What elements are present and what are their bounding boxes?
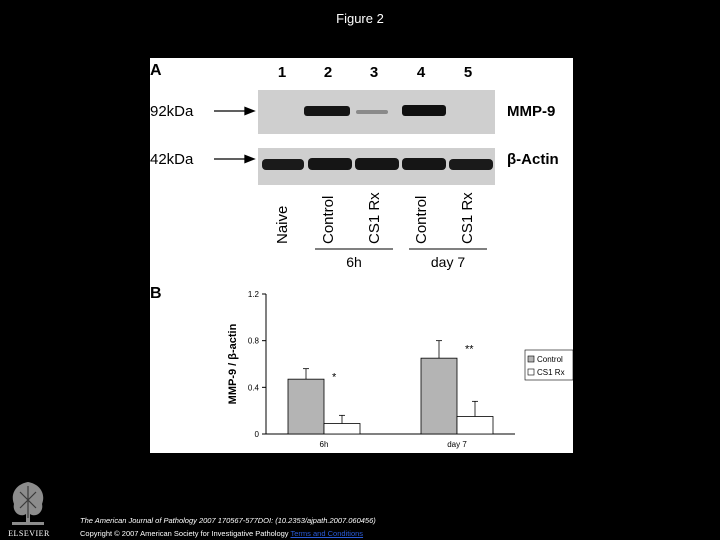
significance-marker: **	[465, 343, 474, 356]
y-tick-label: 0	[254, 430, 259, 439]
arrow-head-icon	[245, 108, 254, 115]
terms-link[interactable]: Terms and Conditions	[290, 529, 364, 538]
group-label: day 7	[430, 254, 466, 270]
elsevier-wordmark: ELSEVIER	[8, 529, 50, 538]
blot-band	[262, 159, 304, 170]
panel-b-label: B	[150, 285, 162, 302]
protein-label: MMP-9	[507, 103, 556, 120]
lane-number: 4	[416, 64, 426, 81]
bar-chart	[227, 290, 573, 449]
lane-label: Control	[413, 195, 430, 244]
legend-label: CS1 Rx	[537, 368, 565, 377]
figure-panel	[150, 58, 573, 453]
copyright-line	[80, 529, 363, 538]
marker-label: 92kDa	[150, 103, 194, 120]
marker-label: 42kDa	[150, 151, 194, 168]
panel-a-label: A	[150, 62, 162, 79]
figure-title: Figure 2	[336, 11, 384, 26]
blot-band	[356, 110, 388, 114]
y-tick-label: 0.4	[247, 383, 259, 393]
lane-label: CS1 Rx	[366, 192, 383, 244]
significance-marker: *	[332, 371, 337, 384]
y-tick-label: 1.2	[247, 290, 259, 299]
arrow-head-icon	[245, 156, 254, 163]
lane-number: 3	[369, 64, 379, 81]
blot-band	[402, 105, 446, 116]
lane-number: 5	[463, 64, 473, 81]
copyright-text: Copyright © 2007 American Society for Investigative Pathology	[80, 529, 289, 538]
bar	[324, 424, 360, 435]
x-tick-label: day 7	[447, 440, 467, 449]
bar	[288, 379, 324, 434]
bar	[421, 358, 457, 434]
legend-swatch	[528, 369, 534, 375]
blot-band	[304, 106, 350, 116]
protein-label: β-Actin	[507, 151, 559, 168]
legend-swatch	[528, 356, 534, 362]
lane-number: 2	[323, 64, 333, 81]
legend-label: Control	[537, 355, 563, 364]
y-tick-label: 0.8	[247, 336, 259, 346]
blot-band	[402, 158, 446, 170]
bar	[457, 417, 493, 435]
citation-text: The American Journal of Pathology 2007 170567-577DOI: (10.2353/ajpath.2007.060456)	[80, 516, 376, 525]
group-label: 6h	[346, 254, 362, 270]
blot-band	[355, 158, 399, 170]
x-tick-label: 6h	[319, 440, 329, 449]
blot-band	[308, 158, 352, 170]
figure-svg	[150, 58, 573, 453]
lane-label: Control	[320, 195, 337, 244]
lane-number: 1	[277, 64, 287, 81]
lane-label: Naive	[274, 205, 291, 244]
lane-label: CS1 Rx	[459, 192, 476, 244]
blot-band	[449, 159, 493, 170]
y-axis-label: MMP-9 / β-actin	[227, 323, 239, 405]
